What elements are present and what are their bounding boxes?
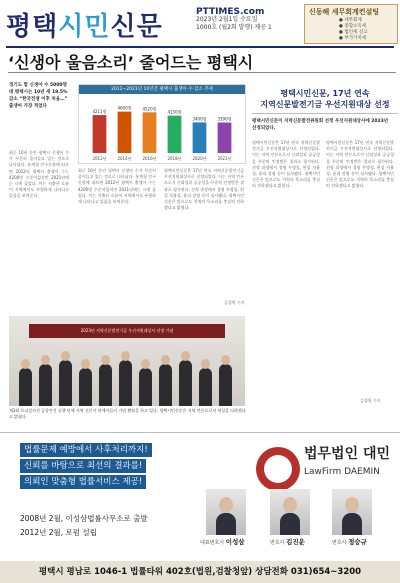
person-figure	[199, 368, 212, 406]
person-figure	[159, 364, 172, 406]
issue-date: 2023년 2월1일 수요일	[196, 16, 258, 23]
site-url[interactable]: PTTIMES.com	[196, 7, 265, 17]
issue-info	[196, 8, 272, 32]
right-headline[interactable]	[252, 88, 398, 110]
issue-number: 1000호 (월2회 발행) 제공 1	[196, 24, 272, 31]
chart-bar	[143, 112, 157, 153]
ad-slogans	[20, 443, 240, 491]
right-headline-line1: 평택시민신문, 17년 연속	[280, 89, 370, 98]
chart-bar	[118, 112, 132, 153]
ad-slogan: 법률문제 예방에서 사후처리까지!	[20, 443, 152, 457]
right-author: 김경원 기자	[360, 398, 381, 403]
lawfirm-ad[interactable]	[0, 432, 400, 583]
chart-value-label: 4600명	[117, 105, 132, 111]
right-divider	[252, 113, 398, 114]
chart-category-label: 2018년	[167, 156, 182, 161]
newspaper-logo[interactable]	[6, 6, 163, 43]
photo-banner: 2023년 지역신문발전기금 우선지원대상사 선정 기념	[29, 324, 225, 338]
ad-line: ● 종합소득세	[339, 24, 367, 29]
person-figure	[79, 368, 92, 406]
chart-bar	[93, 115, 107, 153]
person-figure	[179, 360, 192, 406]
photo-caption: 제3회 오피셜사진 공종안건 실행 단체 지역 신문사 관계자들이 기념 촬영을 하고 있다. 평택시민신문은 지역 언론으로서 역할을 다하겠다고 밝혔다.	[9, 408, 246, 419]
lawyer-name-3: 변호사 정승규	[332, 538, 367, 546]
chart-category-label: 2016년	[142, 156, 157, 161]
article-byline: 김경원 기자	[224, 300, 245, 305]
chart-category-label: 2012년	[92, 156, 107, 161]
firm-history-2: 2012년 2월, 로펌 설립	[20, 528, 97, 537]
chart-value-label: 3390명	[217, 116, 232, 122]
chart-category-label: 2020년	[192, 156, 207, 161]
lawyer-name-2: 변호사 김진운	[270, 538, 305, 546]
firm-history-1: 2008년 2월, 이성삼법률사무소로 출발	[20, 514, 148, 523]
lawyer-photo	[270, 489, 310, 535]
masthead-rule	[6, 46, 394, 48]
chart-value-label: 4150명	[167, 109, 182, 115]
ad-line: ● 세무회계	[339, 18, 362, 23]
left-subheadline: 경기도 합 신생아 수 5000명대 평택시는 10년 새 19.5% 감소 “한국전쟁 이후 처음…” 출생아 가장 적었다	[9, 83, 68, 109]
chart-bar	[168, 116, 182, 153]
right-body-text-2: 평택시민신문은 17년 연속 지역신문발전기금 우선지원대상사로 선정되었다. 이는 지역 언론으로서 신뢰성과 공공성을 꾸준히 인정받은 결과로 평가된다. 선정 과정에서 경영 투명성, 편집 자율성, 윤리 강령 등이 심사됐다. 평택시민신문은 앞으로도 지역의 목소리를 충실히 전하겠다고 밝혔다.	[326, 140, 394, 189]
person-figure	[59, 360, 72, 406]
logo-text-3: 신문	[110, 12, 163, 42]
chart-bar	[218, 122, 232, 153]
masthead-ad[interactable]	[304, 4, 398, 44]
lawyer-photo	[332, 489, 372, 535]
chart-plot	[79, 94, 245, 163]
firm-name-en: LawFirm DAEMIN	[304, 467, 380, 477]
ad-title: 신동해 세무회계컨설팅	[309, 8, 380, 16]
chart-value-label: 3400명	[192, 116, 207, 122]
center-body-text-2: 평택시민신문은 17년 연속 지역신문발전기금 우선지원대상사로 선정되었다. 이는 지역 언론으로서 신뢰성과 공공성을 꾸준히 인정받은 결과로 평가된다. 선정 과정에서 경영 투명성, 편집 자율성, 윤리 강령 등이 심사됐다. 평택시민신문은 앞으로도 지역의 목소리를 충실히 전하겠다고 밝혔다.	[164, 168, 244, 211]
person-figure	[219, 364, 232, 406]
masthead	[0, 0, 400, 46]
ad-slogan: 의뢰인 맞춤형 법률서비스 제공!	[20, 475, 146, 489]
ad-line: ● 부가가치세	[339, 36, 367, 41]
chart-title: 2012~2021년 10년간 평택시 출생아 수 감소 추세	[79, 85, 245, 94]
logo-text-1: 평택	[6, 12, 59, 42]
firm-name-ko: 법무법인 대민	[304, 446, 391, 462]
person-figure	[139, 368, 152, 406]
lawyer-photo	[206, 489, 246, 535]
person-figure	[99, 364, 112, 406]
chart-value-label: 4211명	[92, 109, 107, 115]
firm-logo-icon	[256, 447, 300, 491]
chart-bar	[193, 122, 207, 153]
right-subheadline: 평택시민신문이 지역신문발전위원회 선정 우선지원대상사에 2023년 선정되었다.	[252, 119, 389, 131]
births-chart	[78, 84, 246, 164]
chart-value-label: 4520명	[142, 106, 157, 112]
lawyer-name-1: 대표변호사 이성삼	[200, 538, 245, 546]
person-figure	[19, 368, 32, 406]
person-figure	[119, 360, 132, 406]
center-body-text-1: 최근 10년 동안 평택시 신생아 수가 꾸준히 줄어들고 있는 것으로 나타났다. 통계청 인구동향에 따르면 2012년 평택시 출생아 수는 4200명 수준이었지만 2021년에는 크게 줄었다. 이는 저출산 흐름이 지역에서도 뚜렷하게 나타나고 있음을 보여준다.	[78, 168, 156, 205]
chart-category-label: 2021년	[217, 156, 232, 161]
ad-line: ● 법인세 신고	[339, 30, 368, 35]
logo-text-2: 시민	[58, 12, 111, 42]
left-body-text: 최근 10년 동안 평택시 신생아 수가 꾸준히 줄어들고 있는 것으로 나타났다. 통계청 인구동향에 따르면 2012년 평택시 출생아 수는 4200명 수준이었지만 2021년에는 크게 줄었다. 이는 저출산 흐름이 지역에서도 뚜렷하게 나타나고 있음을 보여준다.	[9, 150, 69, 199]
firm-address[interactable]: 평택시 평남로 1046-1 법률타워 402호(법원,검찰청앞) 상담전화 031)654~3200	[0, 561, 400, 583]
headline-rule	[8, 72, 396, 73]
right-headline-line2: 지역신문발전기금 우선지원대상 선정	[260, 100, 390, 109]
ad-slogan: 신뢰를 바탕으로 최선의 결과를!	[20, 459, 146, 473]
right-body-text-1: 평택시민신문은 17년 연속 지역신문발전기금 우선지원대상사로 선정되었다. 이는 지역 언론으로서 신뢰성과 공공성을 꾸준히 인정받은 결과로 평가된다. 선정 과정에서 경영 투명성, 편집 자율성, 윤리 강령 등이 심사됐다. 평택시민신문은 앞으로도 지역의 목소리를 충실히 전하겠다고 밝혔다.	[252, 140, 320, 189]
group-photo[interactable]	[9, 316, 245, 406]
person-figure	[39, 364, 52, 406]
main-headline[interactable]: ‘신생아 울음소리’ 줄어드는 평택시	[8, 53, 254, 72]
chart-category-label: 2014년	[117, 156, 132, 161]
